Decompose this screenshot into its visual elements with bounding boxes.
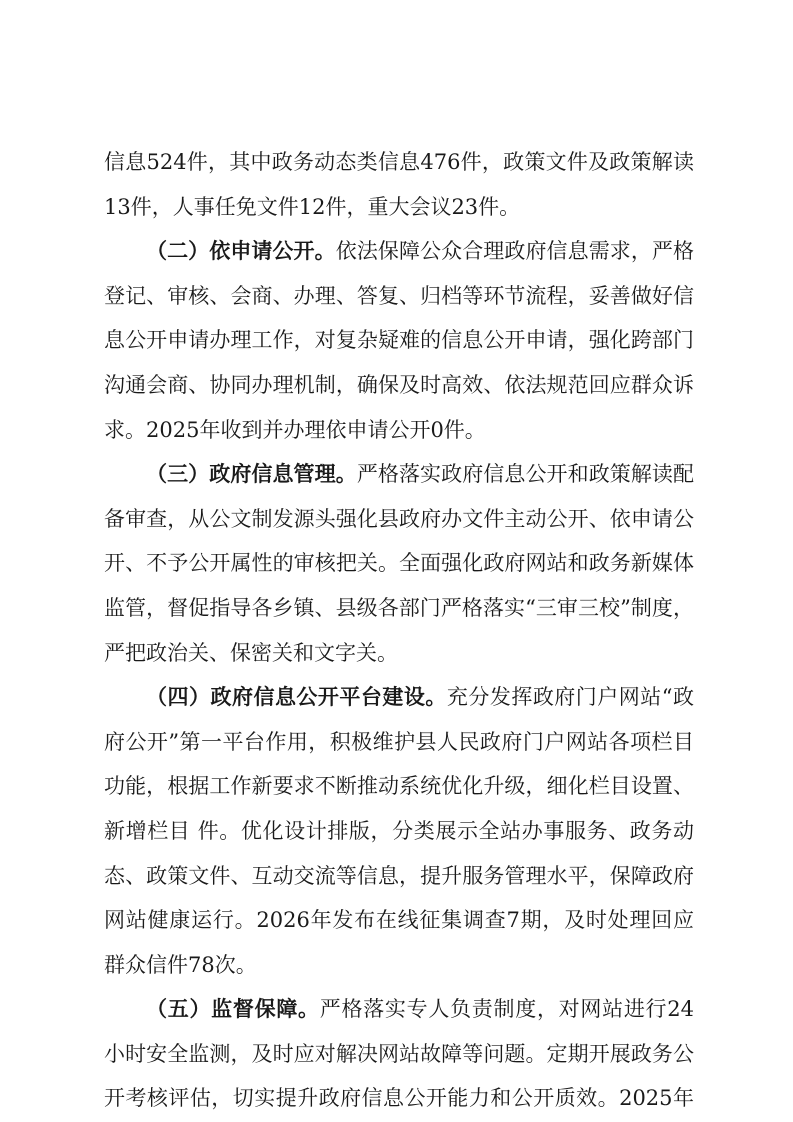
text-line: 态、政策文件、互动交流等信息，提升服务管理水平，保障政府 — [104, 863, 694, 888]
text-line: 开、不予公开属性的审核把关。全面强化政府网站和政务新媒体 — [104, 551, 694, 576]
paragraph-start-line — [104, 987, 694, 1032]
text-span: 严格落实专人负责制度，对网站进行24 — [319, 997, 694, 1022]
text-line: 息公开申请办理工作，对复杂疑难的信息公开申请，强化跨部门 — [104, 328, 694, 353]
text-line: 群众信件78次。 — [104, 952, 257, 977]
text-line: 监管，督促指导各乡镇、县级各部门严格落实“三审三校”制度， — [104, 595, 694, 620]
text-line: 新增栏目 件。优化设计排版，分类展示全站办事服务、政务动 — [104, 818, 694, 843]
section-heading: （四）政府信息公开平台建设。 — [146, 685, 447, 710]
text-span: 充分发挥政府门户网站“政 — [446, 685, 694, 710]
section-heading: （二）依申请公开。 — [146, 239, 336, 264]
text-span: 严格落实政府信息公开和政策解读配 — [356, 462, 695, 487]
text-line: 登记、审核、会商、办理、答复、归档等环节流程，妥善做好信 — [104, 283, 694, 308]
text-line: 开考核评估，切实提升政府信息公开能力和公开质效。2025年 — [104, 1086, 694, 1111]
text-line: 求。2025年收到并办理依申请公开0件。 — [104, 417, 486, 442]
text-line: 严把政治关、保密关和文字关。 — [104, 640, 398, 665]
section-heading: （三）政府信息管理。 — [146, 462, 357, 487]
paragraph-start-line — [104, 229, 694, 274]
text-line: 府公开”第一平台作用，积极维护县人民政府门户网站各项栏目 — [104, 729, 694, 754]
text-line: 功能，根据工作新要求不断推动系统优化升级，细化栏目设置、 — [104, 774, 694, 799]
text-line: 备审查，从公文制发源头强化县政府办文件主动公开、依申请公 — [104, 506, 694, 531]
text-line: 小时安全监测，及时应对解决网站故障等问题。定期开展政务公 — [104, 1041, 694, 1066]
text-line: 沟通会商、协同办理机制，确保及时高效、依法规范回应群众诉 — [104, 372, 694, 397]
text-line: 13件，人事任免文件12件，重大会议23件。 — [104, 194, 521, 219]
text-line: 网站健康运行。2026年发布在线征集调查7期，及时处理回应 — [104, 908, 694, 933]
paragraph-start-line — [104, 452, 694, 497]
text-line: 信息524件，其中政务动态类信息476件，政策文件及政策解读 — [104, 150, 694, 174]
text-span: 依法保障公众合理政府信息需求，严格 — [335, 239, 695, 264]
body-text — [104, 140, 694, 1121]
section-heading: （五）监督保障。 — [146, 997, 320, 1022]
paragraph-start-line — [104, 675, 694, 720]
